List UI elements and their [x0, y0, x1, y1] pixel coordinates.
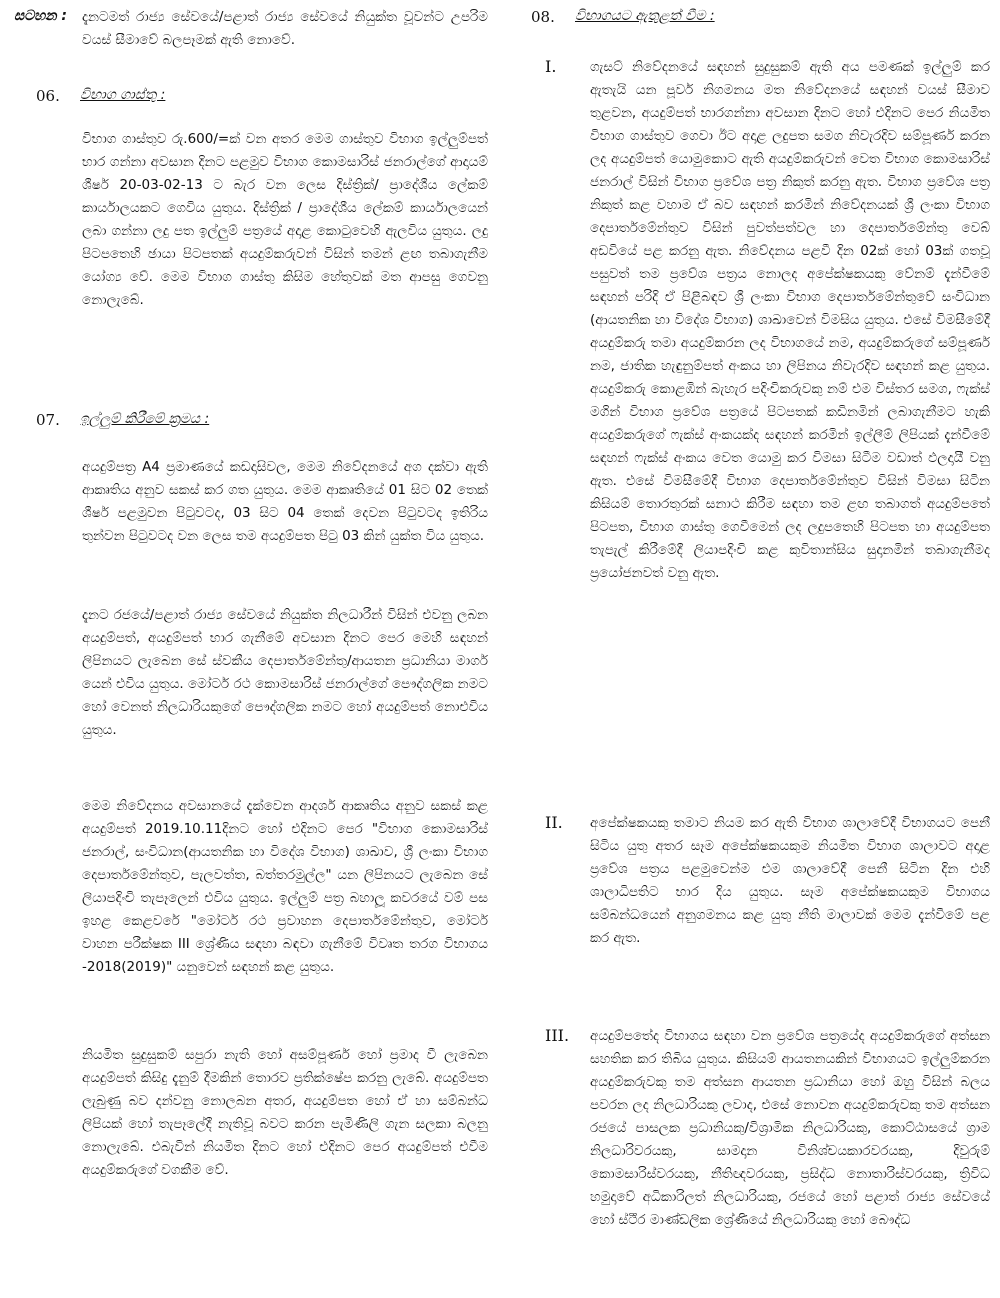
section-08-number: 08. — [531, 8, 555, 26]
section-06-number: 06. — [36, 87, 60, 105]
item-i-text: ගැසට් නිවේදනයේ සඳහන් සුදුසුකම් ඇති අය පමණක් ඉල්ලුම් කර ඇතැයි යන පූර්ව නිගමනය මත නිවේදනයේ සඳහන් වයස් සීමාව තුළවන, අයදුම්පත් භාරගන්නා අවසාන දිනට හෝ එදිනට පෙර නියමිත විභාග ගාස්තුව ගෙවා ඊට අදාළ ලදුපත සමග නිවැරදිව සම්පූර්ණ කරන ලද අයදුම්පත් යොමුකොට ඇති අයදුම්කරුවන් වෙත විභාග කොමසාරිස් ජනරාල් විසින් විභාග ප්‍රවේශ පත්‍ර නිකුත් කරනු ඇත. විභාග ප්‍රවේශ පත්‍ර නිකුත් කළ වහාම ඒ බව සඳහන් කරමින් නිවේදනයක් ශ්‍රී ලංකා විභාග දෙපාර්තමේන්තුව විසින් පුවත්පත්වල හා දෙපාර්තමේන්තු වෙබ් අඩවියේ පළ කරනු ඇත. නිවේදනය පළවී දින 02ක් හෝ 03ක් ගතවූ පසුවත් තම ප්‍රවේශ පත්‍රය නොලද අපේක්ෂකයකු වේනම් දැන්වීමේ සඳහන් පරිදි ඒ පිළිබඳව ශ්‍රී ලංකා විභාග දෙපාර්තමේන්තුවේ සංවිධාන (ආයතනික හා විදේශ විභාග) ශාඛාවෙන් විමසිය යුතුය. එසේ විමසීමේදී අයදුම්කරු තමා අයදුම්කරන ලද විභාගයේ නම, අයදුම්කරුගේ සම්පූර්ණ නම, ජාතික හැඳුනුම්පත් අංකය හා ලිපිනය නිවැරදිව සඳහන් කළ යුතුය. අයදුම්කරු කොළඹින් බැහැර පදිංචිකරුවකු නම් එම විස්තර සමග, ෆැක්ස් මගින් විභාග ප්‍රවේශ පත්‍රයේ පිටපතක් කඩිනමින් ලබාගැනීමට හැකි අයදුම්කරුගේ ෆැක්ස් අංකයක්ද සඳහන් කරමින් ඉල්ලීම් ලිපියක් දැන්වීමේ සඳහන් ෆැක්ස් අංකය වෙත යොමු කර විමසා සිටීම වඩාත් ඵලදායී වනු ඇත. එසේ විමසීමේදී විභාග දෙපාර්තමේන්තුව විසින් විමසා සිටින කිසියම් තොරතුරක් සනාථ කිරීම සඳහා තම ළඟ තබාගත් අයදුම්පතේ පිටපත, විභාග ගාස්තු ගෙවීමෙන් ලද ලදුපතෙහි පිටපත හා අයදුම්පත තැපැල් කිරීමේදී ලියාපදිංචි කළ කුවිතාන්සිය සුදානමින් තබාගැනීමද ප්‍රයෝජනවත් වනු ඇත. — [590, 59, 990, 581]
section-07-number: 07. — [36, 411, 60, 429]
item-iii-numeral: III. — [545, 1026, 570, 1045]
section-07-paragraph-2: දැනට රජයේ/පළාත් රාජ්‍ය සේවයේ නියුක්ත නිලධාරීන් විසින් එවනු ලබන අයදුම්පත්, අයදුම්පත් භාර ගැනීමේ අවසාන දිනට පෙර මෙහි සඳහන් ලිපිනයට ලැබෙන සේ ස්වකීය දෙපාර්තමේන්තු/ආයතන ප්‍රධානියා මාර්ග යෙන් එවිය යුතුය. මෝටර් රථ කොමසාරිස් ජනරාල්ගේ පෞද්ගලික නමට හෝ වෙනත් නිලධාරියකුගේ පෞද්ගලික නමට හෝ අයදුම්පත් නොඑවිය යුතුය. — [82, 607, 488, 738]
item-ii-text: අපේක්ෂකයකු තමාට නියම කර ඇති විභාග ශාලාවේදී විභාගයට පෙනී සිටිය යුතු අතර සෑම අපේක්ෂකයකුම නියමිත විභාග ශාලාවට අදාළ ප්‍රවේශ පත්‍රය පළමුවෙන්ම එම ශාලාවේදී පෙනී සිටින දින එහි ශාලාධිපතිට භාර දිය යුතුය. සෑම අපේක්ෂකයකුම විභාගය සම්බන්ධයෙන් අනුගමනය කළ යුතු නීති මාලාවක් මෙම දැන්වීමේ පළ කර ඇත. — [590, 815, 990, 946]
section-08-title: විභාගයට ඇතුළත් වීම : — [575, 8, 715, 24]
note-text: දැනටමත් රාජ්‍ය සේවයේ/පළාත් රාජ්‍ය සේවයේ නියුක්ත වූවන්ට උපරිම වයස් සීමාවේ බලපෑමක් ඇති නොවේ. — [82, 9, 488, 48]
item-i-numeral: I. — [545, 57, 557, 76]
section-07-paragraph-4: නියමිත සුදුසුකම් සපුරා නැති හෝ අසම්පූර්ණ හෝ ප්‍රමාද වී ලැබෙන අයදුම්පත් කිසිදු දැනුම් දීමකින් තොරව ප්‍රතික්ෂේප කරනු ලැබේ. අයදුම්පත ලැබුණු බව දන්වනු නොලබන අතර, අයදුම්පත හෝ ඒ හා සම්බන්ධ ලිපියක් හෝ තැපෑලේදී නැතිවූ බවට කරන පැමිණිලි ගැන සලකා බලනු නොලැබේ. එබැවින් නියමිත දිනට හෝ එදිනට පෙර අයදුම්පත් එවීම අයදුම්කරුගේ වගකීම වේ. — [82, 1047, 488, 1178]
item-ii-numeral: II. — [545, 813, 563, 832]
section-07-paragraph-3: මෙම නිවේදනය අවසානයේ දැක්වෙන ආදර්ශ ආකෘතිය අනුව සකස් කළ අයදුම්පත් 2019.10.11දිනට හෝ එදිනට පෙර "විභාග කොමසාරිස් ජනරාල්, සංවිධාන(ආයතනික හා විදේශ විභාග) ශාඛාව, ශ්‍රී ලංකා විභාග දෙපාර්තමේන්තුව, පැලවත්ත, බත්තරමුල්ල" යන ලිපිනයට ලැබෙන සේ ලියාපදිංචි තැපෑලෙන් එවිය යුතුය. ඉල්ලුම් පත්‍ර බහාලූ කවරයේ වම් පස ඉහළ කෙළවරේ "මෝටර් රථ ප්‍රවාහන දෙපාර්තමේන්තුව, මෝටර් වාහන පරීක්ෂක III ශ්‍රේණිය සඳහා බඳවා ගැනීමේ විවෘත තරග විභාගය -2018(2019)" යනුවෙන් සඳහන් කළ යුතුය. — [82, 798, 488, 975]
item-iii-text: අයදුම්පතේද විභාගය සඳහා වන ප්‍රවේශ පත්‍රයේද අයදුම්කරුගේ අත්සන සහතික කර තිබිය යුතුය. කිසියම් ආයතනයකින් විභාගයට ඉල්ලුම්කරන අයදුම්කරුවකු තම අත්සන ආයතන ප්‍රධානියා හෝ ඔහු විසින් බලය පවරන ලද නිලධාරියකු ලවාද, එසේ නොවන අයදුම්කරුවකු තම අත්සන රජයේ පාසලක ප්‍රධානියකු/විශ්‍රාමික නිලධාරියකු, කොට්ඨාසයේ ග්‍රාම නිලධාරිවරයකු, සාමදාන විනිශ්චයකාරවරයකු, දිවුරුම් කොමසාරිස්වරයකු, නීතිඥවරයකු, ප්‍රසිද්ධ නොතාරිස්වරයකු, ත්‍රිවිධ හමුදාවේ අධිකාරිලත් නිලධාරියකු, රජයේ හෝ පළාත් රාජ්‍ය සේවයේ හෝ ස්ථිර මාණ්ඩලික ශ්‍රේණියේ නිලධාරියකු හෝ බෞද්ධ — [590, 1028, 990, 1228]
note-label: සටහන : — [14, 8, 67, 24]
section-06-title: විභාග ගාස්තු : — [80, 87, 166, 103]
section-06-paragraph: විභාග ගාස්තුව රු.600/=ක් වන අතර මෙම ගාස්තුව විභාග ඉල්ලුම්පත් භාර ගන්නා අවසාන දිනට පළමුව විභාග කොමසාරිස් ජනරාල්ගේ ආදායම් ශීර්ෂ 20-03-02-13 ට බැර වන ලෙස දිස්ත්‍රික්/ ප්‍රාදේශීය ලේකම් කාර්යාලයකට ගෙවිය යුතුය. දිස්ත්‍රික් / ප්‍රාදේශීය ලේකම් කාර්යාලයෙන් ලබා ගන්නා ලදු පත ඉල්ලුම් පත්‍රයේ අදාළ කොටුවෙහි ඇලවිය යුතුය. ලදු පිටපතෙහි ඡායා පිටපතක් අයදුම්කරුවන් විසින් තමන් ළඟ තබාගැනීම යෝග්‍ය වේ. මෙම විභාග ගාස්තු කිසිම හේතුවක් මත ආපසු ගෙවනු නොලැබේ. — [82, 131, 488, 308]
section-07-title: ඉල්ලුම් කිරීමේ ක්‍රමය : — [80, 411, 210, 427]
section-07-paragraph-1: අයදුම්පත්‍ර A4 ප්‍රමාණයේ කඩදාසිවල, මෙම නිවේදනයේ අග දක්වා ඇති ආකෘතිය අනුව සකස් කර ගත යුතුය. මෙම ආකෘතියේ 01 සිට 02 තෙක් ශීර්ෂ පළමුවන පිටුවටද, 03 සිට 04 තෙක් දෙවන පිටුවටද ඉතිරිය තුන්වන පිටුවටද වන ලෙස තම අයදුම්පත පිටු 03 කින් යුක්ත විය යුතුය. — [82, 459, 488, 544]
